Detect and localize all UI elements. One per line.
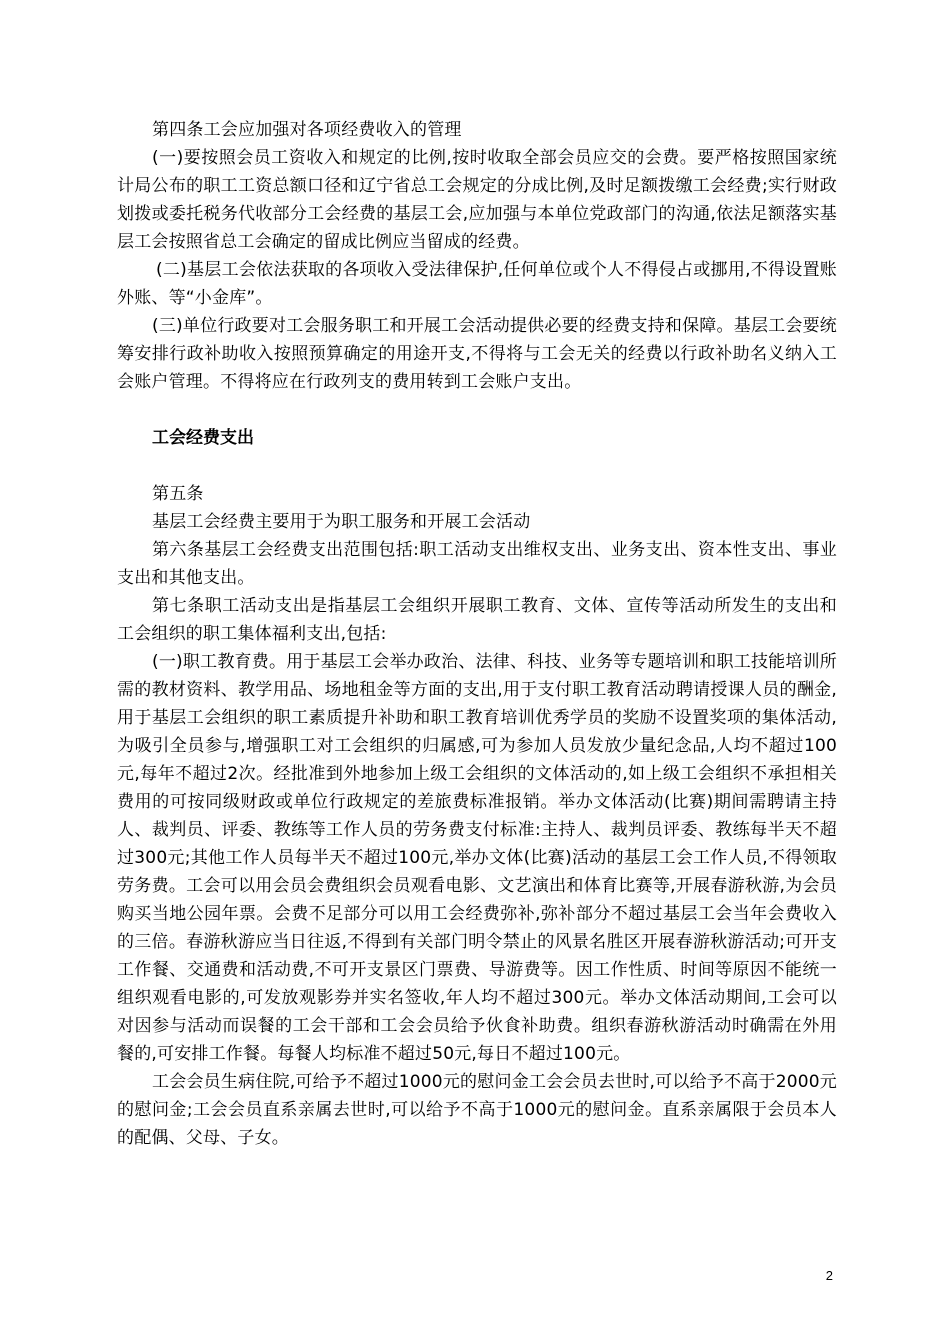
page-number: 2 bbox=[825, 1268, 833, 1283]
article-5-body: 基层工会经费主要用于为职工服务和开展工会活动 bbox=[152, 512, 531, 532]
condolence-paragraph: 工会会员生病住院,可给予不超过1000元的慰问金工会会员去世时,可以给予不高于2000元的慰问金;工会会员直系亲属去世时,可以给予不高于1000元的慰问金。直系亲属限于会员本人的配偶、父母、子女。 bbox=[117, 1072, 837, 1148]
article-4-clause-1: (一)要按照会员工资收入和规定的比例,按时收取全部会员应交的会费。要严格按照国家统计局公布的职工工资总额口径和辽宁省总工会规定的分成比例,及时足额拨缴工会经费;实行财政划拨或委托税务代收部分工会经费的基层工会,应加强与本单位党政部门的沟通,依法足额落实基层工会按照省总工会确定的留成比例应当留成的经费。 bbox=[117, 148, 837, 252]
article-4-clause-3: (三)单位行政要对工会服务职工和开展工会活动提供必要的经费支持和保障。基层工会要统筹安排行政补助收入按照预算确定的用途开支,不得将与工会无关的经费以行政补助名义纳入工会账户管理。不得将应在行政列支的费用转到工会账户支出。 bbox=[117, 316, 837, 392]
article-7-clause-1: (一)职工教育费。用于基层工会举办政治、法律、科技、业务等专题培训和职工技能培训所需的教材资料、教学用品、场地租金等方面的支出,用于支付职工教育活动聘请授课人员的酬金,用于基层工会组织的职工素质提升补助和职工教育培训优秀学员的奖励不设置奖项的集体活动,为吸引全员参与,增强职工对工会组织的归属感,可为参加人员发放少量纪念品,人均不超过100元,每年不超过2次。经批准到外地参加上级工会组织的文体活动的,如上级工会组织不承担相关费用的可按同级财政或单位行政规定的差旅费标准报销。举办文体活动(比赛)期间需聘请主持人、裁判员、评委、教练等工作人员的劳务费支付标准:主持人、裁判员评委、教练每半天不超过300元;其他工作人员每半天不超过100元,举办文体(比赛)活动的基层工会工作人员,不得领取劳务费。工会可以用会员会费组织会员观看电影、文艺演出和体育比赛等,开展春游秋游,为会员购买当地公园年票。会费不足部分可以用工会经费弥补,弥补部分不超过基层工会当年会费收入的三倍。春游秋游应当日往返,不得到有关部门明令禁止的风景名胜区开展春游秋游活动;可开支工作餐、交通费和活动费,不可开支景区门票费、导游费等。因工作性质、时间等原因不能统一组织观看电影的,可发放观影券并实名签收,年人均不超过300元。举办文体活动期间,工会可以对因参与活动而误餐的工会干部和工会会员给予伙食补助费。组织春游秋游活动时确需在外用餐的,可安排工作餐。每餐人均标准不超过50元,每日不超过100元。 bbox=[117, 652, 837, 1064]
article-4-title: 第四条工会应加强对各项经费收入的管理 bbox=[152, 120, 462, 140]
article-6: 第六条基层工会经费支出范围包括:职工活动支出维权支出、业务支出、资本性支出、事业支出和其他支出。 bbox=[117, 540, 837, 588]
article-7: 第七条职工活动支出是指基层工会组织开展职工教育、文体、宣传等活动所发生的支出和工会组织的职工集体福利支出,包括: bbox=[117, 596, 837, 644]
article-4-clause-2: (二)基层工会依法获取的各项收入受法律保护,任何单位或个人不得侵占或挪用,不得设置账外账、等“小金库”。 bbox=[117, 260, 837, 308]
section-heading: 工会经费支出 bbox=[152, 428, 254, 448]
document-body bbox=[117, 116, 837, 1152]
article-5-title: 第五条 bbox=[152, 484, 204, 504]
